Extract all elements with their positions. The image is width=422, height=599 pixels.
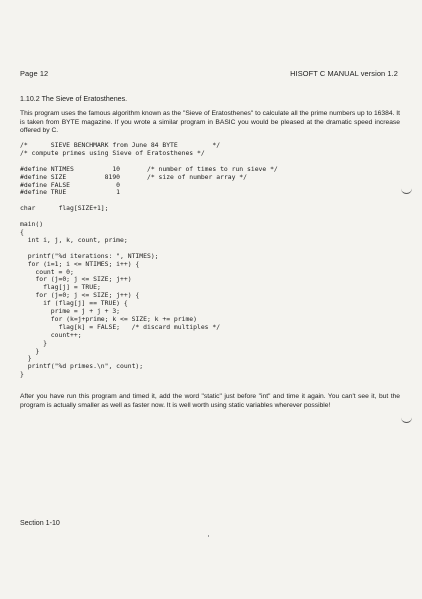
page-number: Page 12 [20,69,49,78]
manual-title: HISOFT C MANUAL version 1.2 [290,69,398,78]
outro-paragraph: After you have run this program and timed it, add the word "static" just before "int" and time it again. You can't see it, but the program is actually smaller as well as faster now. It is well worth using static variables wherever possible! [20,393,400,409]
margin-binding-mark [401,188,412,194]
page-speck [208,535,209,537]
intro-paragraph: This program uses the famous algorithm known as the "Sieve of Eratosthenes" to calculate all the prime numbers up to 16384. It is taken from BYTE magazine. If you wrote a similar program in BASIC you would be pleased at the dramatic speed increase offered by C. [20,110,400,135]
page-footer: Section 1-10 [20,519,60,527]
page-header [20,69,398,78]
code-listing: /* SIEVE BENCHMARK from June 84 BYTE */ /* compute primes using Sieve of Eratosthenes */ #define NTIMES 10 /* number of times to run sieve */ #define SIZE 8190 /* size of number array */ #define FALSE 0 #define TRUE 1 char flag[SIZE+1]; main() { int i, j, k, count, prime; printf("%d iterations: ", NTIMES); for (i=1; i <= NTIMES; i++) { count = 0; for (j=0; j <= SIZE; j++) flag[j] = TRUE; for (j=0; j <= SIZE; j++) { if (flag[j] == TRUE) { prime = j + j + 3; for (k=j+prime; k <= SIZE; k += prime) flag[k] = FALSE; /* discard multiples */ count++; } } } printf("%d primes.\n", count); } [20,141,278,379]
section-heading: 1.10.2 The Sieve of Eratosthenes. [20,95,128,103]
margin-binding-mark [401,417,412,423]
